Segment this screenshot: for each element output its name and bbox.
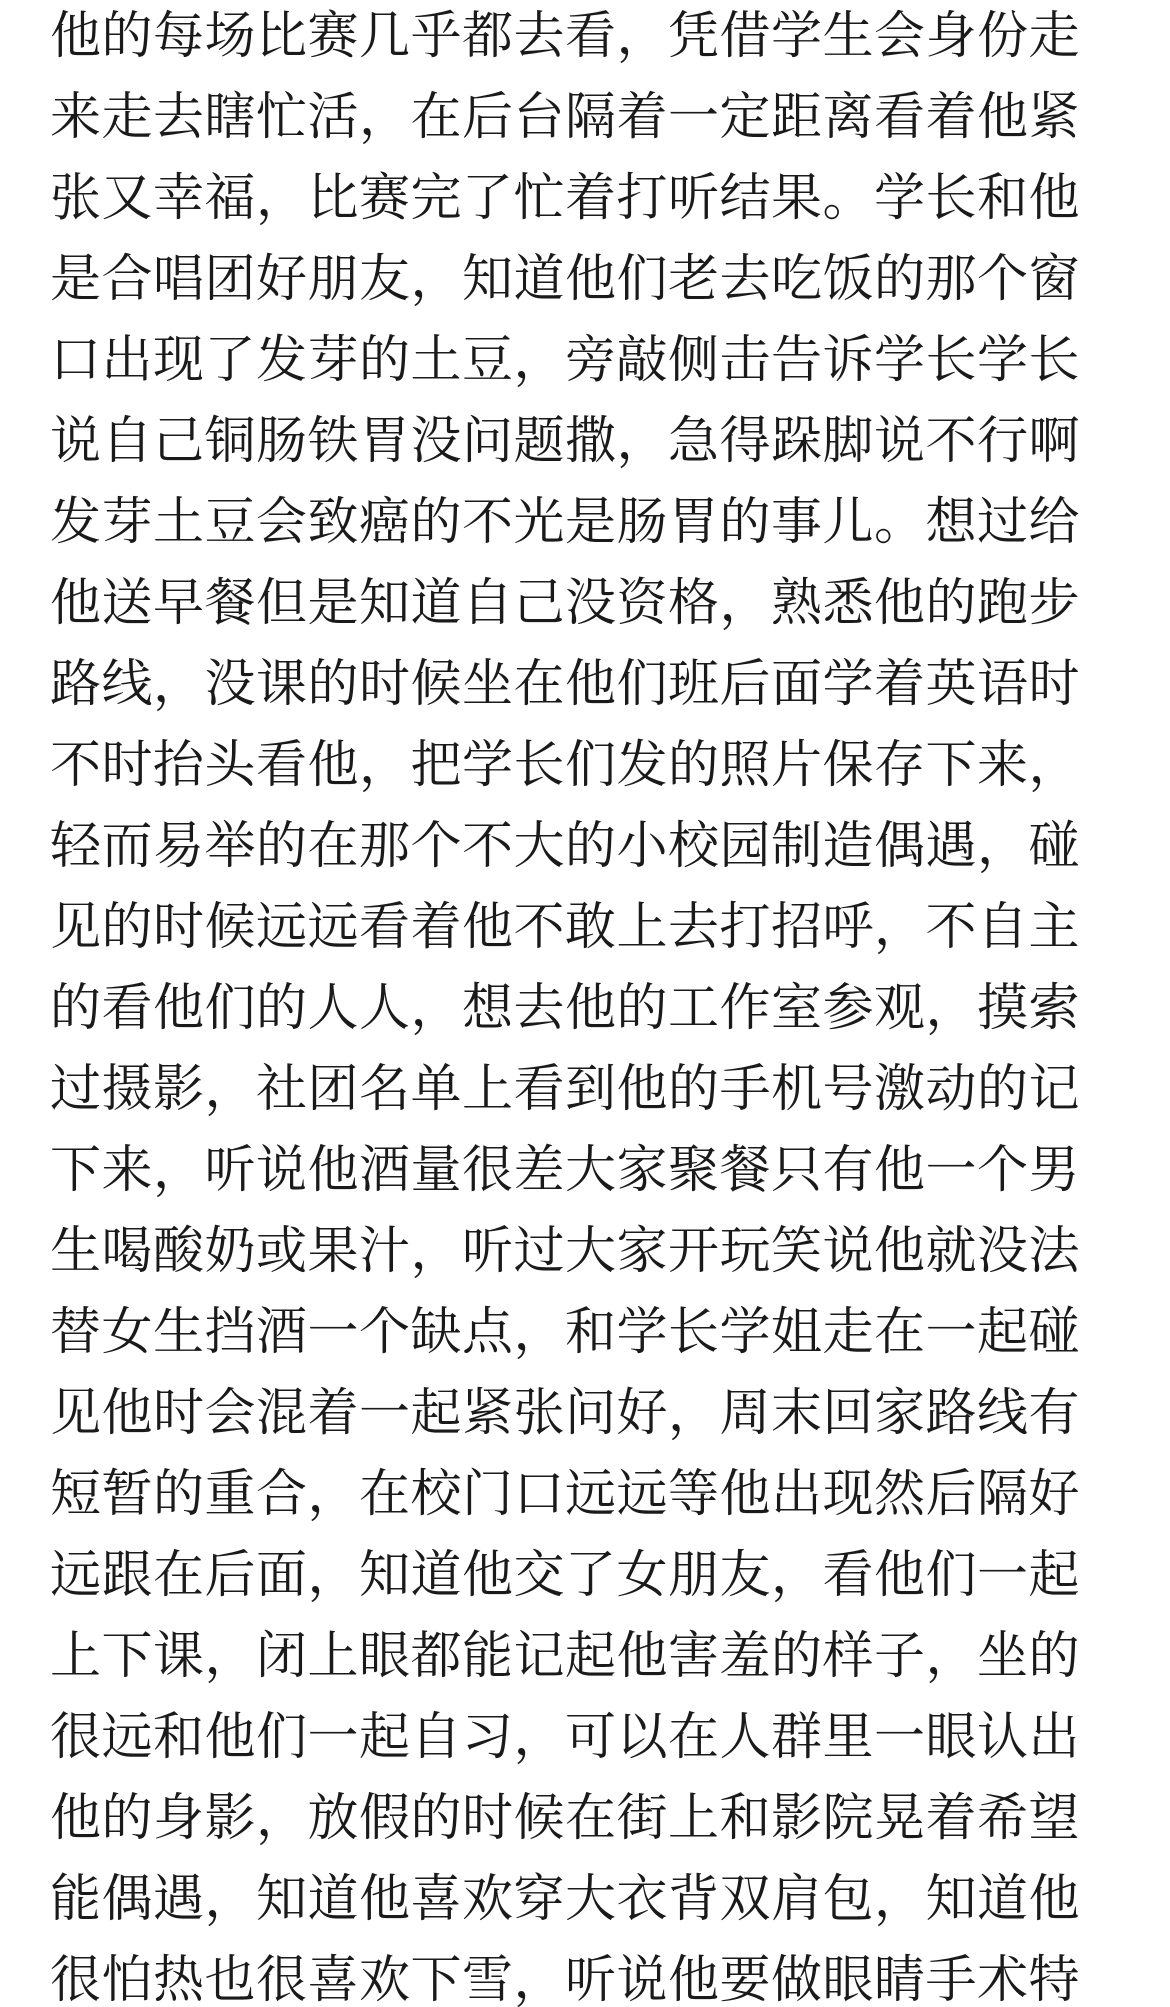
text-line: 他的每场比赛几乎都去看，凭借学生会身份走 — [50, 7, 1081, 66]
text-line: 他送早餐但是知道自己没资格，熟悉他的跑步 — [50, 574, 1081, 633]
text-line: 远跟在后面，知道他交了女朋友，看他们一起 — [50, 1546, 1081, 1605]
text-line: 替女生挡酒一个缺点，和学长学姐走在一起碰 — [50, 1303, 1081, 1362]
text-line: 是合唱团好朋友，知道他们老去吃饭的那个窗 — [50, 250, 1081, 309]
text-line: 说自己铜肠铁胃没问题撒，急得跺脚说不行啊 — [50, 412, 1081, 471]
text-line: 不时抬头看他，把学长们发的照片保存下来， — [50, 736, 1081, 795]
text-line: 短暂的重合，在校门口远远等他出现然后隔好 — [50, 1465, 1081, 1524]
text-line: 路线，没课的时候坐在他们班后面学着英语时 — [50, 655, 1081, 714]
text-line: 上下课，闭上眼都能记起他害羞的样子，坐的 — [50, 1627, 1081, 1686]
text-line: 张又幸福，比赛完了忙着打听结果。学长和他 — [50, 169, 1081, 228]
text-line: 的看他们的人人，想去他的工作室参观，摸索 — [50, 979, 1081, 1038]
text-line: 来走去瞎忙活，在后台隔着一定距离看着他紧 — [50, 88, 1081, 147]
text-line: 见他时会混着一起紧张问好，周末回家路线有 — [50, 1384, 1081, 1443]
text-line: 发芽土豆会致癌的不光是肠胃的事儿。想过给 — [50, 493, 1081, 552]
text-line: 轻而易举的在那个不大的小校园制造偶遇，碰 — [50, 817, 1081, 876]
text-line: 生喝酸奶或果汁，听过大家开玩笑说他就没法 — [50, 1222, 1081, 1281]
article-body — [50, 0, 1150, 2007]
text-line: 口出现了发芽的土豆，旁敲侧击告诉学长学长 — [50, 331, 1081, 390]
text-line: 过摄影，社团名单上看到他的手机号激动的记 — [50, 1060, 1081, 1119]
text-line: 能偶遇，知道他喜欢穿大衣背双肩包，知道他 — [50, 1870, 1081, 1929]
text-line: 很远和他们一起自习，可以在人群里一眼认出 — [50, 1708, 1081, 1767]
text-line: 下来，听说他酒量很差大家聚餐只有他一个男 — [50, 1141, 1081, 1200]
text-line: 见的时候远远看着他不敢上去打招呼，不自主 — [50, 898, 1081, 957]
text-line: 很怕热也很喜欢下雪，听说他要做眼睛手术特 — [50, 1951, 1081, 2007]
text-line: 他的身影，放假的时候在街上和影院晃着希望 — [50, 1789, 1081, 1848]
